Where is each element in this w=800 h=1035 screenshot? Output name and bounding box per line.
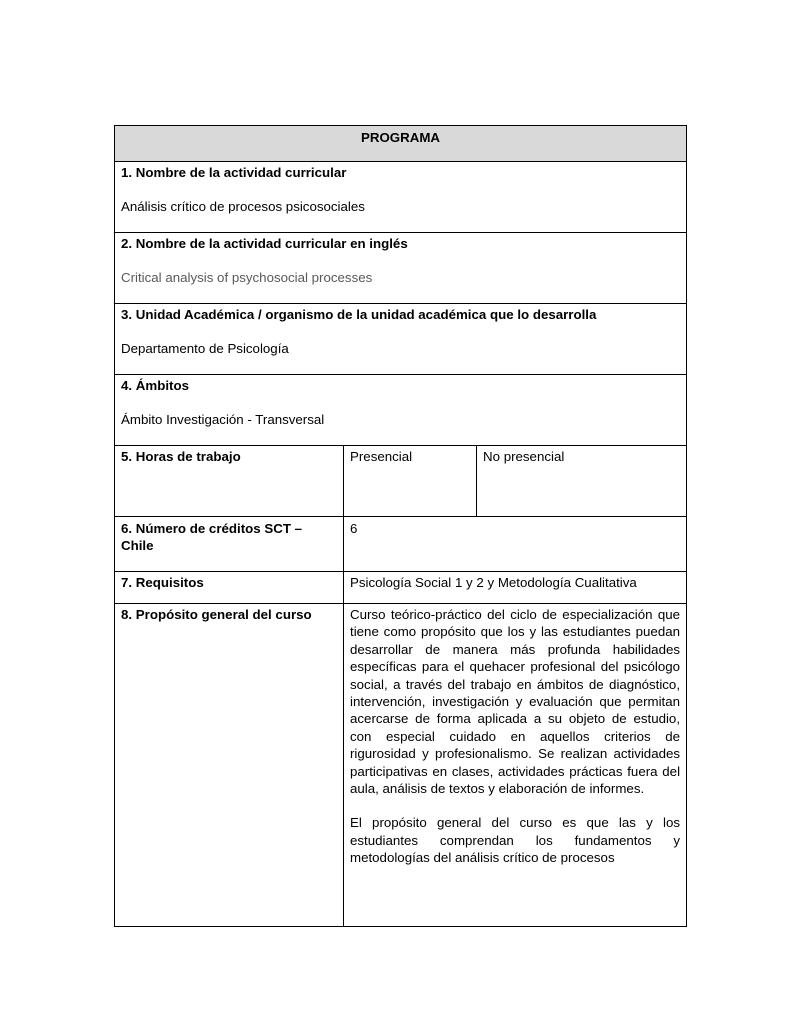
section-nombre <box>115 162 687 233</box>
proposito-value <box>344 604 687 927</box>
program-header: PROGRAMA <box>115 126 687 162</box>
section-nombre-ingles-label: 2. Nombre de la actividad curricular en inglés <box>121 236 408 251</box>
proposito-paragraph-2: El propósito general del curso es que las y los estudiantes comprendan los fundamentos y metodologías del análisis crítico de procesos <box>350 815 681 866</box>
section-unidad <box>115 304 687 375</box>
section-ambitos-value: Ámbito Investigación - Transversal <box>121 412 325 428</box>
creditos-label: 6. Número de créditos SCT – Chile <box>115 517 344 572</box>
section-ambitos <box>115 375 687 446</box>
proposito-paragraph-1: Curso teórico-práctico del ciclo de especialización que tiene como propósito que los y las estudiantes puedan desarrollar de manera más profunda habilidades específicas para el quehacer profesional del psicólogo social, a través del trabajo en ámbitos de diagnóstico, intervención, investigación y evaluación que permitan acercarse de forma aplicada a su objeto de estudio, con especial cuidado en aquellos criterios de rigurosidad y profesionalismo. Se realizan actividades participativas en clases, actividades prácticas fuera del aula, análisis de textos y elaboración de informes. <box>350 607 681 797</box>
proposito-label: 8. Propósito general del curso <box>115 604 344 927</box>
section-unidad-label: 3. Unidad Académica / organismo de la unidad académica que lo desarrolla <box>121 307 597 322</box>
section-nombre-ingles <box>115 233 687 304</box>
section-nombre-label: 1. Nombre de la actividad curricular <box>121 165 347 180</box>
section-unidad-value: Departamento de Psicología <box>121 341 289 357</box>
section-ambitos-label: 4. Ámbitos <box>121 378 189 393</box>
horas-presencial: Presencial <box>344 446 477 517</box>
horas-label: 5. Horas de trabajo <box>115 446 344 517</box>
horas-no-presencial: No presencial <box>477 446 687 517</box>
requisitos-label: 7. Requisitos <box>115 572 344 604</box>
section-nombre-ingles-value: Critical analysis of psychosocial processes <box>121 270 373 286</box>
requisitos-value: Psicología Social 1 y 2 y Metodología Cualitativa <box>344 572 687 604</box>
program-table <box>114 125 687 927</box>
creditos-value: 6 <box>344 517 687 572</box>
section-nombre-value: Análisis crítico de procesos psicosociales <box>121 199 365 215</box>
